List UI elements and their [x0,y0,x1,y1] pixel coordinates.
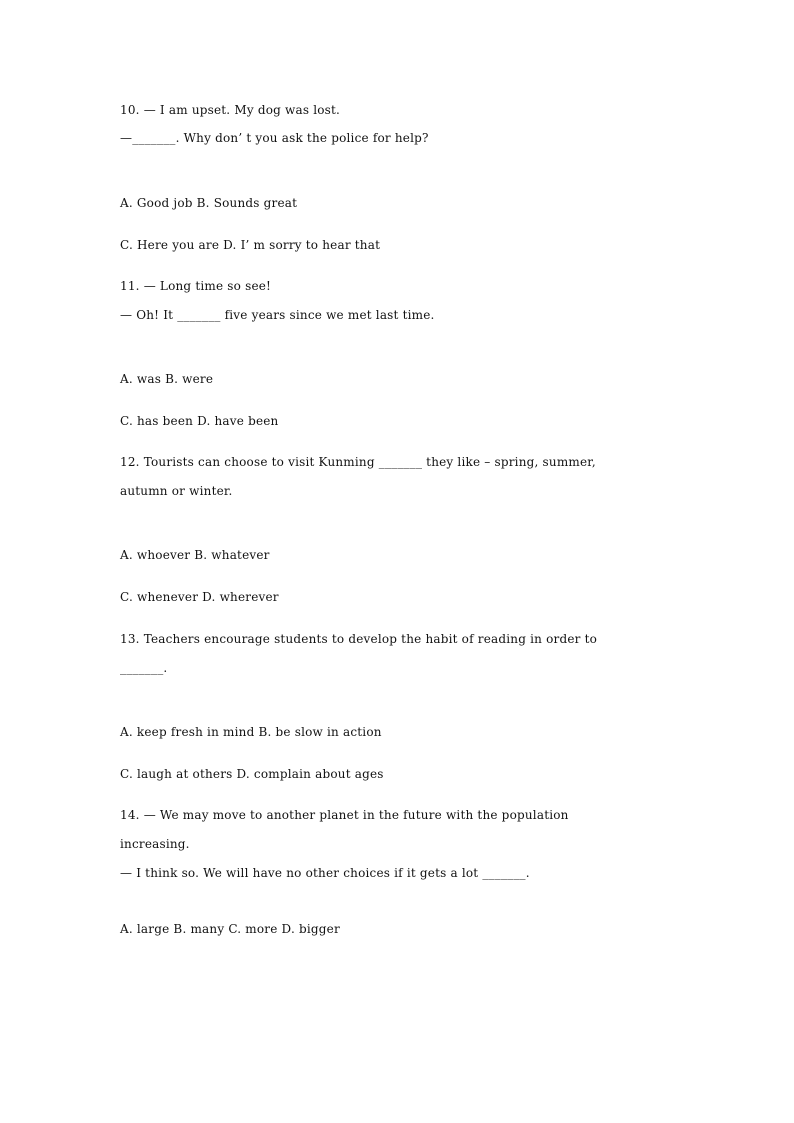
q14-prompt-line1: 14. — We may move to another planet in the future with the population [120,808,569,822]
q11-prompt: 11. — Long time so see! [120,279,272,293]
q12-prompt-line1: 12. Tourists can choose to visit Kunming _______ they like – spring, summer, [120,455,596,469]
q14-reply: — I think so. We will have no other choices if it gets a lot _______. [120,866,530,880]
q13-options-cd: C. laugh at others D. complain about ages [120,767,384,781]
q13-prompt-line1: 13. Teachers encourage students to develop the habit of reading in order to [120,632,598,646]
q10-options-ab: A. Good job B. Sounds great [120,196,298,210]
q12-options-ab: A. whoever B. whatever [120,548,270,562]
q11-options-cd: C. has been D. have been [120,414,279,428]
q12-options-cd: C. whenever D. wherever [120,590,279,604]
q11-reply: — Oh! It _______ five years since we met last time. [120,308,435,322]
q13-options-ab: A. keep fresh in mind B. be slow in action [120,725,382,739]
q10-reply: —_______. Why don’ t you ask the police for help? [120,131,429,145]
q12-prompt-line2: autumn or winter. [120,484,233,498]
q14-options: A. large B. many C. more D. bigger [120,922,340,936]
q10-options-cd: C. Here you are D. I’ m sorry to hear that [120,238,381,252]
q13-prompt-line2: _______. [120,661,168,675]
q11-options-ab: A. was B. were [120,372,214,386]
q10-prompt: 10. — I am upset. My dog was lost. [120,103,341,117]
q14-prompt-line2: increasing. [120,837,190,851]
